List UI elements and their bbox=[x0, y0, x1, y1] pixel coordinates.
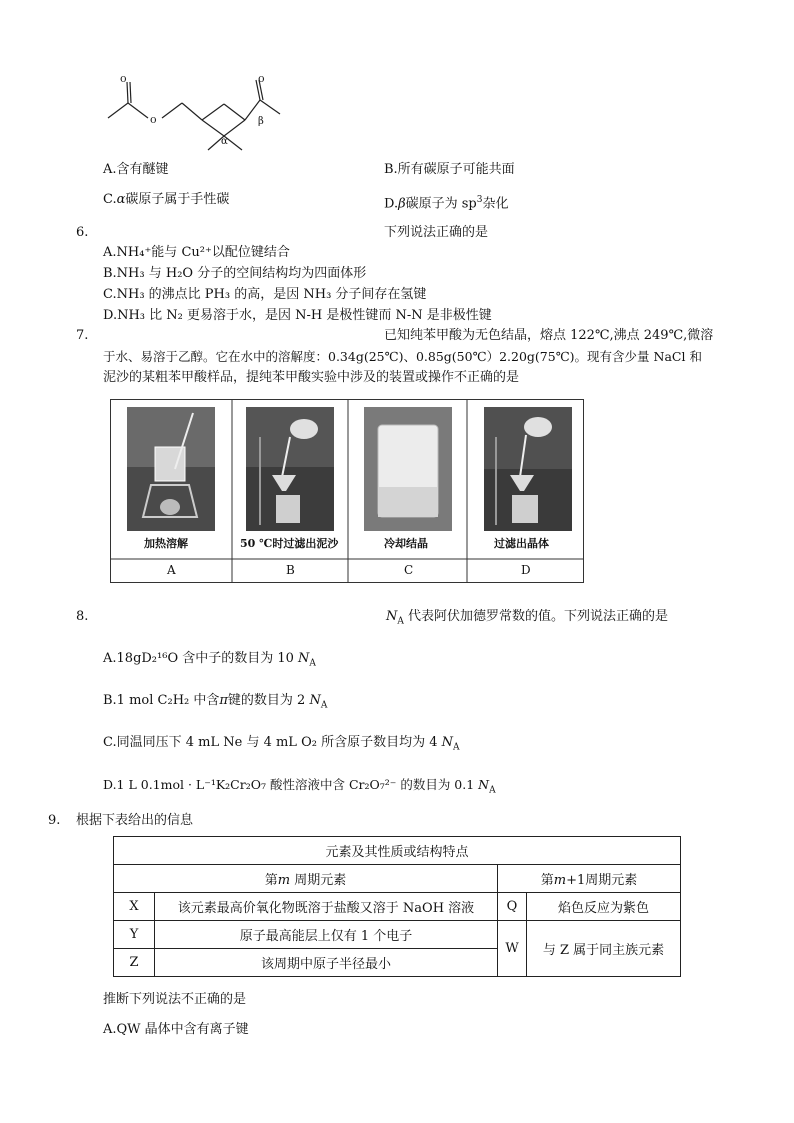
na-symbol: N bbox=[478, 777, 490, 792]
q8-option-c bbox=[103, 734, 460, 757]
q7-stem-line3: 泥沙的某粗苯甲酸样品，提纯苯甲酸实验中涉及的装置或操作不正确的是 bbox=[103, 370, 520, 385]
photo-filter-crystals bbox=[484, 407, 572, 531]
col-m-suffix: 周期元素 bbox=[294, 873, 347, 888]
table-row bbox=[114, 921, 681, 949]
table-row bbox=[114, 893, 681, 921]
q9-stem: 根据下表给出的信息 bbox=[76, 813, 194, 828]
m-symbol: m bbox=[277, 873, 291, 888]
element-cell: Q bbox=[498, 893, 527, 921]
sp3-superscript: 3 bbox=[476, 195, 483, 205]
beta-symbol: β bbox=[398, 196, 406, 212]
na-symbol: N bbox=[298, 651, 310, 666]
q5-option-b: B.所有碳原子可能共面 bbox=[384, 162, 515, 177]
q8-option-c-text: C.同温同压下 4 mL Ne 与 4 mL O₂ 所含原子数目均为 4 bbox=[103, 735, 438, 750]
figure-label-a: A bbox=[167, 563, 176, 577]
beta-label: β bbox=[258, 116, 264, 127]
q5-option-d-end: 杂化 bbox=[482, 196, 509, 212]
photo-hot-filtration bbox=[246, 407, 334, 531]
q5-option-a: A.含有醚键 bbox=[103, 162, 169, 177]
q8-option-d bbox=[103, 776, 496, 800]
na-subscript: A bbox=[309, 658, 316, 669]
q8-stem bbox=[386, 608, 668, 631]
q8-number: 8. bbox=[76, 609, 89, 624]
m-symbol: m bbox=[553, 873, 567, 888]
na-symbol: N bbox=[309, 693, 321, 708]
caption-c: 冷却结晶 bbox=[384, 537, 428, 550]
desc-cell: 原子最高能层上仅有 1 个电子 bbox=[155, 921, 498, 949]
svg-text:o: o bbox=[258, 72, 265, 85]
photo-cooling-crystallize bbox=[364, 407, 452, 531]
na-subscript: A bbox=[320, 700, 328, 711]
element-cell: W bbox=[498, 921, 527, 977]
q6-option-a: A.NH₄⁺能与 Cu²⁺以配位键结合 bbox=[103, 245, 290, 260]
q8-option-b bbox=[103, 692, 327, 715]
col-m-prefix: 第 bbox=[264, 873, 278, 888]
figure-label-b: B bbox=[286, 563, 295, 577]
na-symbol: N bbox=[386, 609, 398, 624]
na-symbol: N bbox=[441, 735, 453, 750]
col-period-m bbox=[114, 865, 498, 893]
table-header: 元素及其性质或结构特点 bbox=[114, 837, 681, 865]
q8-option-d-text: D.1 L 0.1mol · L⁻¹K₂Cr₂O₇ 酸性溶液中含 Cr₂O₇²⁻ 的数目为 0.1 bbox=[103, 777, 475, 792]
desc-cell: 该周期中原子半径最小 bbox=[155, 949, 498, 977]
desc-cell: 焰色反应为紫色 bbox=[527, 893, 681, 921]
q9-infer: 推断下列说法不正确的是 bbox=[103, 992, 247, 1007]
q8-stem-text: 代表阿伏加德罗常数的值。下列说法正确的是 bbox=[408, 609, 669, 624]
q5-option-d-prefix: D. bbox=[384, 196, 399, 212]
element-cell: Y bbox=[114, 921, 155, 949]
caption-b: 50 ℃时过滤出泥沙 bbox=[240, 537, 339, 550]
figure-label-d: D bbox=[521, 563, 531, 577]
q6-option-b: B.NH₃ 与 H₂O 分子的空间结构均为四面体形 bbox=[103, 266, 367, 281]
q5-option-c bbox=[103, 191, 229, 209]
na-subscript: A bbox=[489, 785, 496, 796]
desc-cell: 与 Z 属于同主族元素 bbox=[527, 921, 681, 977]
alpha-symbol: α bbox=[116, 192, 126, 207]
na-subscript: A bbox=[397, 616, 404, 627]
q8-option-a bbox=[103, 650, 316, 673]
q7-number: 7. bbox=[76, 328, 89, 343]
caption-d: 过滤出晶体 bbox=[494, 537, 549, 550]
q5-option-c-text: 碳原子属于手性碳 bbox=[125, 192, 230, 207]
q5-option-d-text: 碳原子为 sp bbox=[405, 196, 477, 212]
alpha-label: α bbox=[221, 136, 228, 147]
q8-option-b-text2: 键的数目为 2 bbox=[227, 693, 306, 708]
photo-heating-dissolve bbox=[127, 407, 215, 531]
q6-stem: 下列说法正确的是 bbox=[384, 225, 489, 240]
element-cell: Z bbox=[114, 949, 155, 977]
element-info-table bbox=[113, 836, 681, 977]
svg-text:o: o bbox=[120, 72, 127, 85]
q5-option-c-prefix: C. bbox=[103, 192, 117, 207]
q9-number: 9. bbox=[48, 813, 61, 828]
svg-text:o: o bbox=[150, 113, 157, 126]
col-m1-prefix: 第 bbox=[540, 873, 554, 888]
q6-option-c: C.NH₃ 的沸点比 PH₃ 的高，是因 NH₃ 分子间存在氢键 bbox=[103, 287, 427, 302]
col-period-m-plus-1 bbox=[498, 865, 681, 893]
figure-label-c: C bbox=[404, 563, 414, 577]
desc-cell: 该元素最高价氧化物既溶于盐酸又溶于 NaOH 溶液 bbox=[155, 893, 498, 921]
element-cell: X bbox=[114, 893, 155, 921]
col-m1-suffix: +1周期元素 bbox=[566, 873, 638, 888]
pi-symbol: π bbox=[219, 693, 228, 708]
q8-option-b-text: B.1 mol C₂H₂ 中含 bbox=[103, 693, 220, 708]
q7-stem-line1: 已知纯苯甲酸为无色结晶，熔点 122℃,沸点 249℃,微溶 bbox=[384, 328, 714, 343]
molecule-structure bbox=[100, 70, 300, 160]
q9-option-a: A.QW 晶体中含有离子键 bbox=[103, 1022, 249, 1037]
na-subscript: A bbox=[453, 742, 460, 753]
q7-stem-line2: 于水、易溶于乙醇。它在水中的溶解度：0.34g(25℃)、0.85g(50℃）2.20g(75℃)。现有含少量 NaCl 和 bbox=[103, 349, 702, 364]
q6-option-d: D.NH₃ 比 N₂ 更易溶于水，是因 N-H 是极性键而 N-N 是非极性键 bbox=[103, 308, 492, 323]
q6-number: 6. bbox=[76, 225, 89, 240]
experiment-figure bbox=[110, 399, 584, 583]
q5-option-d bbox=[384, 191, 509, 213]
q8-option-a-text: A.18gD₂¹⁶O 含中子的数目为 10 bbox=[103, 651, 294, 666]
caption-a: 加热溶解 bbox=[144, 537, 188, 550]
